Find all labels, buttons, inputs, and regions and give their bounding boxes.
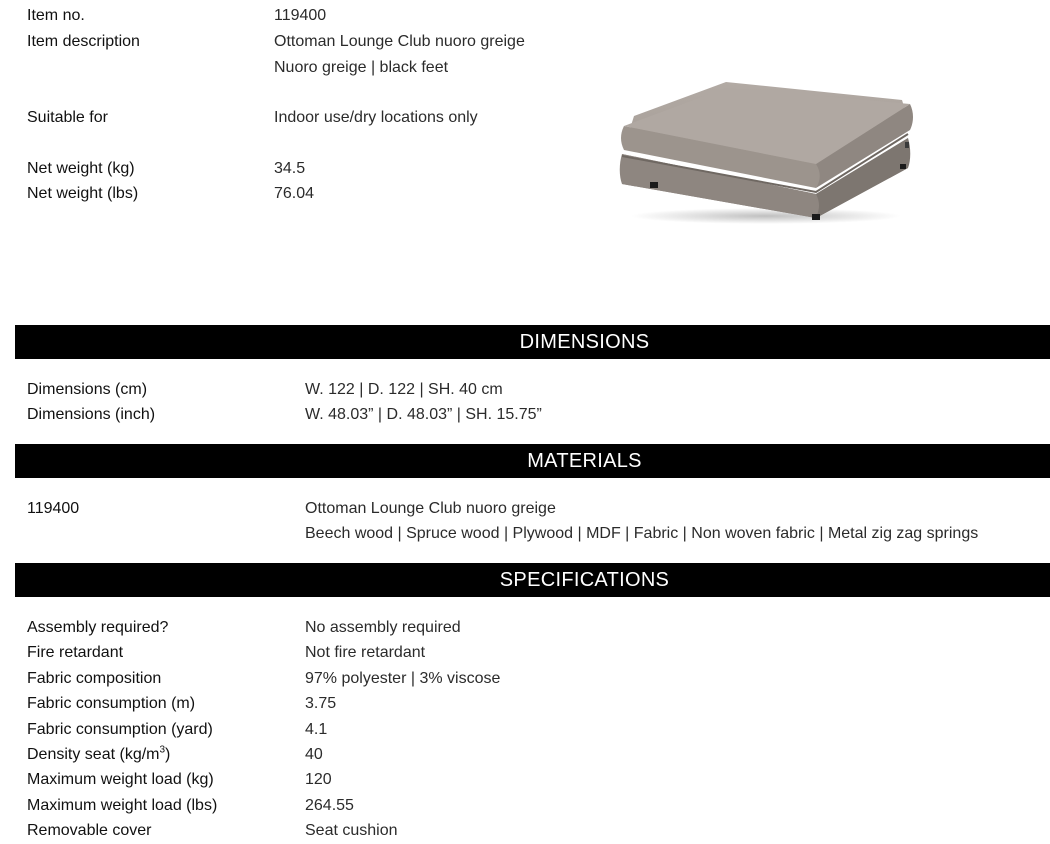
item-description-label: Item description xyxy=(27,33,140,50)
spec-label-removable-cover: Removable cover xyxy=(27,822,152,839)
net-weight-kg-value: 34.5 xyxy=(274,160,306,177)
spec-value-density-seat: 40 xyxy=(305,746,323,763)
item-no-value: 119400 xyxy=(274,7,327,24)
spec-label-density-seat-end: ) xyxy=(165,746,171,763)
net-weight-kg-label: Net weight (kg) xyxy=(27,160,135,177)
spec-value-removable-cover: Seat cushion xyxy=(305,822,398,839)
ottoman-image xyxy=(616,76,916,226)
spec-label-fabric-composition: Fabric composition xyxy=(27,670,162,687)
specifications-title: SPECIFICATIONS xyxy=(499,569,670,591)
net-weight-lbs-value: 76.04 xyxy=(274,185,315,202)
materials-line-2: Beech wood | Spruce wood | Plywood | MDF | Fabric | Non woven fabric | Metal zig zag springs xyxy=(305,525,979,542)
dimensions-inch-label: Dimensions (inch) xyxy=(27,406,156,423)
materials-code: 119400 xyxy=(27,500,80,517)
spec-value-fabric-consumption-yard: 4.1 xyxy=(305,721,328,738)
spec-label-density-seat-text: Density seat (kg/m xyxy=(27,746,160,763)
spec-label-fabric-consumption-yard: Fabric consumption (yard) xyxy=(27,721,213,738)
suitable-for-label: Suitable for xyxy=(27,109,108,126)
spec-label-max-weight-lbs: Maximum weight load (lbs) xyxy=(27,797,218,814)
net-weight-lbs-label: Net weight (lbs) xyxy=(27,185,139,202)
dimensions-title: DIMENSIONS xyxy=(519,331,650,353)
item-description-line-1: Ottoman Lounge Club nuoro greige xyxy=(274,33,525,50)
spec-value-fabric-composition: 97% polyester | 3% viscose xyxy=(305,670,501,687)
materials-line-1: Ottoman Lounge Club nuoro greige xyxy=(305,500,556,517)
spec-label-density-seat xyxy=(27,745,170,765)
dimensions-header xyxy=(15,325,1050,359)
spec-label-fire-retardant: Fire retardant xyxy=(27,644,124,661)
dimensions-inch-value: W. 48.03” | D. 48.03” | SH. 15.75” xyxy=(305,406,542,423)
materials-title: MATERIALS xyxy=(527,450,642,472)
item-description-line-2: Nuoro greige | black feet xyxy=(274,59,449,76)
spec-value-assembly: No assembly required xyxy=(305,619,461,636)
dimensions-cm-value: W. 122 | D. 122 | SH. 40 cm xyxy=(305,381,503,398)
item-no-label: Item no. xyxy=(27,7,85,24)
spec-label-max-weight-kg: Maximum weight load (kg) xyxy=(27,771,214,788)
spec-value-max-weight-lbs: 264.55 xyxy=(305,797,354,814)
suitable-for-value: Indoor use/dry locations only xyxy=(274,109,478,126)
spec-value-fabric-consumption-m: 3.75 xyxy=(305,695,337,712)
specifications-header xyxy=(15,563,1050,597)
spec-label-fabric-consumption-m: Fabric consumption (m) xyxy=(27,695,196,712)
spec-value-fire-retardant: Not fire retardant xyxy=(305,644,426,661)
dimensions-cm-label: Dimensions (cm) xyxy=(27,381,148,398)
spec-value-max-weight-kg: 120 xyxy=(305,771,332,788)
spec-label-assembly: Assembly required? xyxy=(27,619,169,636)
materials-header xyxy=(15,444,1050,478)
spec-label-density-seat-sup: 3 xyxy=(159,744,166,756)
